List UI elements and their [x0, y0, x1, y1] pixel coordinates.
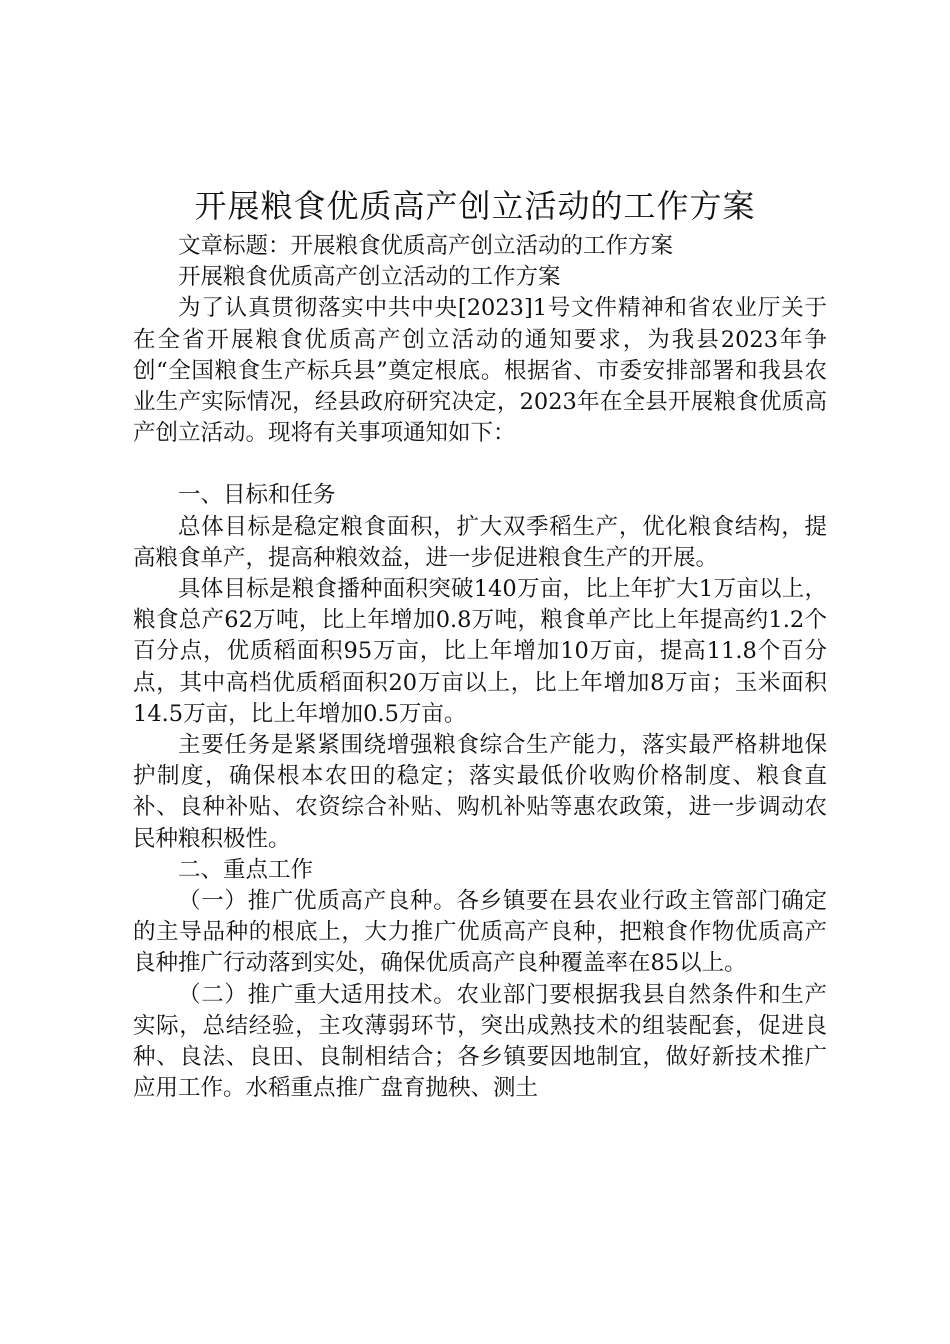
subtitle-line: 开展粮食优质高产创立活动的工作方案: [178, 264, 561, 291]
section-heading-goals: 一、目标和任务: [178, 482, 336, 509]
main-task-paragraph: 主要任务是紧紧围绕增强粮食综合生产能力，落实最严格耕地保护制度，确保根本农田的稳定；落实最低价收购价格制度、粮食直补、良种补贴、农资综合补贴、购机补贴等惠农政策，进一步调动农民种粮积极性。: [133, 732, 827, 852]
intro-paragraph: 为了认真贯彻落实中共中央[2023]1号文件精神和省农业厅关于在全省开展粮食优质高产创立活动的通知要求，为我县2023年争创“全国粮食生产标兵县”奠定根底。根据省、市委安排部署和我县农业生产实际情况，经县政府研究决定，2023年在全县开展粮食优质高产创立活动。现将有关事项通知如下：: [133, 295, 827, 447]
specific-goal-paragraph: 具体目标是粮食播种面积突破140万亩，比上年扩大1万亩以上，粮食总产62万吨，比上年增加0.8万吨，粮食单产比上年提高约1.2个百分点，优质稻面积95万亩，比上年增加10万亩，提高11.8个百分点，其中高档优质稻面积20万亩以上，比上年增加8万亩；玉米面积14.5万亩，比上年增加0.5万亩。: [133, 576, 827, 727]
section-heading-key-work: 二、重点工作: [178, 856, 314, 883]
overall-goal-paragraph: 总体目标是稳定粮食面积，扩大双季稻生产，优化粮食结构，提高粮食单产，提高种粮效益，进一步促进粮食生产的开展。: [133, 513, 827, 571]
document-title: 开展粮食优质高产创立活动的工作方案: [194, 187, 756, 225]
document-body: [133, 231, 827, 1104]
key-work-item-1: （一）推广优质高产良种。各乡镇要在县农业行政主管部门确定的主导品种的根底上，大力推广优质高产良种，把粮食作物优质高产良种推广行动落到实处，确保优质高产良种覆盖率在85以上。: [133, 888, 827, 977]
paragraph-spacer: [133, 449, 827, 480]
article-title-line: 文章标题：开展粮食优质高产创立活动的工作方案: [178, 233, 674, 259]
key-work-item-2: （二）推广重大适用技术。农业部门要根据我县自然条件和生产实际，总结经验，主攻薄弱环节，突出成熟技术的组装配套，促进良种、良法、良田、良制相结合；各乡镇要因地制宜，做好新技术推广应用工作。水稻重点推广盘育抛秧、测土: [133, 981, 827, 1102]
